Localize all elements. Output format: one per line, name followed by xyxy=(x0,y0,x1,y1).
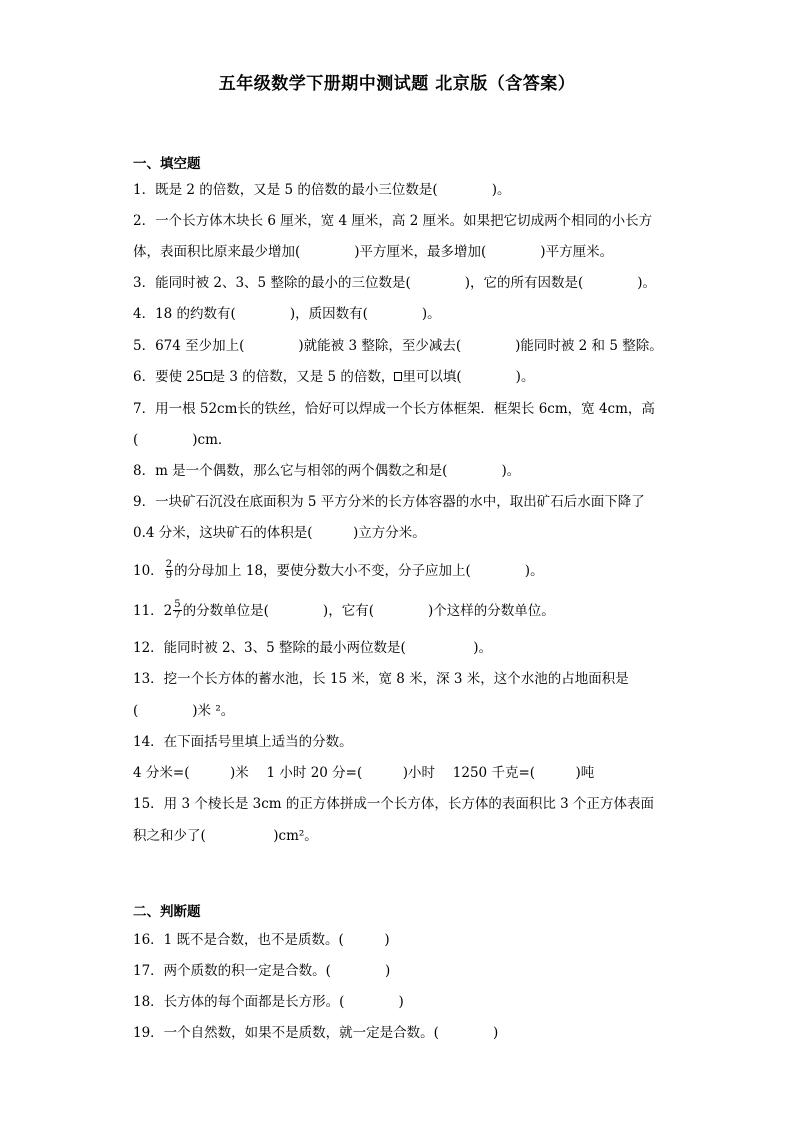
question-12: 12．能同时被 2、3、5 整除的最小两位数是( )。 xyxy=(133,640,493,656)
question-18: 18．长方体的每个面都是长方形。( ) xyxy=(133,994,404,1010)
question-13-line-1: 13．挖一个长方体的蓄水池，长 15 米，宽 8 米，深 3 米，这个水池的占地面积是 xyxy=(133,671,629,687)
question-2-line-1: 2．一个长方体木块长 6 厘米，宽 4 厘米，高 2 厘米。如果把它切成两个相同的小长方 xyxy=(133,213,653,229)
question-14: 14．在下面括号里填上适当的分数。 xyxy=(133,734,353,750)
fraction xyxy=(165,560,173,581)
question-15-line-1: 15．用 3 个棱长是 3cm 的正方体拼成一个长方体，长方体的表面积比 3 个正方体表面 xyxy=(133,796,655,812)
question-4: 4．18 的约数有( )，质因数有( )。 xyxy=(133,306,441,322)
question-6-middle: 是 3 的倍数，又是 5 的倍数， xyxy=(211,369,395,385)
section-heading-true-false: 二、判断题 xyxy=(133,904,201,920)
question-16: 16．1 既不是合数，也不是质数。( ) xyxy=(133,932,390,948)
question-13-line-2: ( )米 ²。 xyxy=(133,703,235,719)
question-19: 19．一个自然数，如果不是质数，就一定是合数。( ) xyxy=(133,1025,499,1041)
section-heading-fill-in: 一、填空题 xyxy=(133,156,201,172)
fraction-denominator: 7 xyxy=(174,610,181,621)
question-6 xyxy=(133,368,534,386)
question-9-line-2: 0.4 分米，这块矿石的体积是( )立方分米。 xyxy=(133,525,426,541)
fraction-numerator: 5 xyxy=(174,599,181,610)
question-2-line-2: 体，表面积比原来最少增加( )平方厘米，最多增加( )平方厘米。 xyxy=(133,244,614,260)
question-8: 8．m 是一个偶数，那么它与相邻的两个偶数之和是( )。 xyxy=(133,463,521,479)
question-14-blanks: 4 分米=( )米 1 小时 20 分=( )小时 1250 千克=( )吨 xyxy=(133,765,595,781)
question-10-text: 的分母加上 18，要使分数大小不变，分子应加上( )。 xyxy=(174,563,544,579)
fraction-numerator: 2 xyxy=(165,559,173,570)
question-11-prefix: 11．2 xyxy=(133,603,173,619)
question-11 xyxy=(133,601,555,622)
question-15-line-2: 积之和少了( )cm²。 xyxy=(133,828,318,844)
question-7-line-1: 7．用一根 52cm长的铁丝，恰好可以焊成一个长方体框架．框架长 6cm，宽 4cm，高 xyxy=(133,401,655,417)
question-10-number: 10． xyxy=(133,563,164,579)
question-17: 17．两个质数的积一定是合数。( ) xyxy=(133,963,391,979)
question-1: 1．既是 2 的倍数，又是 5 的倍数的最小三位数是( )。 xyxy=(133,182,511,198)
question-5: 5．674 至少加上( )就能被 3 整除，至少减去( )能同时被 2 和 5 整除。 xyxy=(133,338,663,354)
document-title: 五年级数学下册期中测试题 北京版（含答案） xyxy=(218,74,576,94)
question-6-suffix: 里可以填( )。 xyxy=(402,369,535,385)
fraction xyxy=(173,600,181,621)
question-10 xyxy=(133,561,544,582)
question-11-text: 的分数单位是( )，它有( )个这样的分数单位。 xyxy=(182,603,555,619)
question-6-prefix: 6．要使 25 xyxy=(133,369,204,385)
fraction-denominator: 9 xyxy=(165,570,173,581)
blank-square-icon xyxy=(204,372,212,381)
question-9-line-1: 9．一块矿石沉没在底面积为 5 平方分米的长方体容器的水中，取出矿石后水面下降了 xyxy=(133,494,645,510)
question-3: 3．能同时被 2、3、5 整除的最小的三位数是( )，它的所有因数是( )。 xyxy=(133,275,657,291)
question-7-line-2: ( )cm． xyxy=(133,432,232,448)
